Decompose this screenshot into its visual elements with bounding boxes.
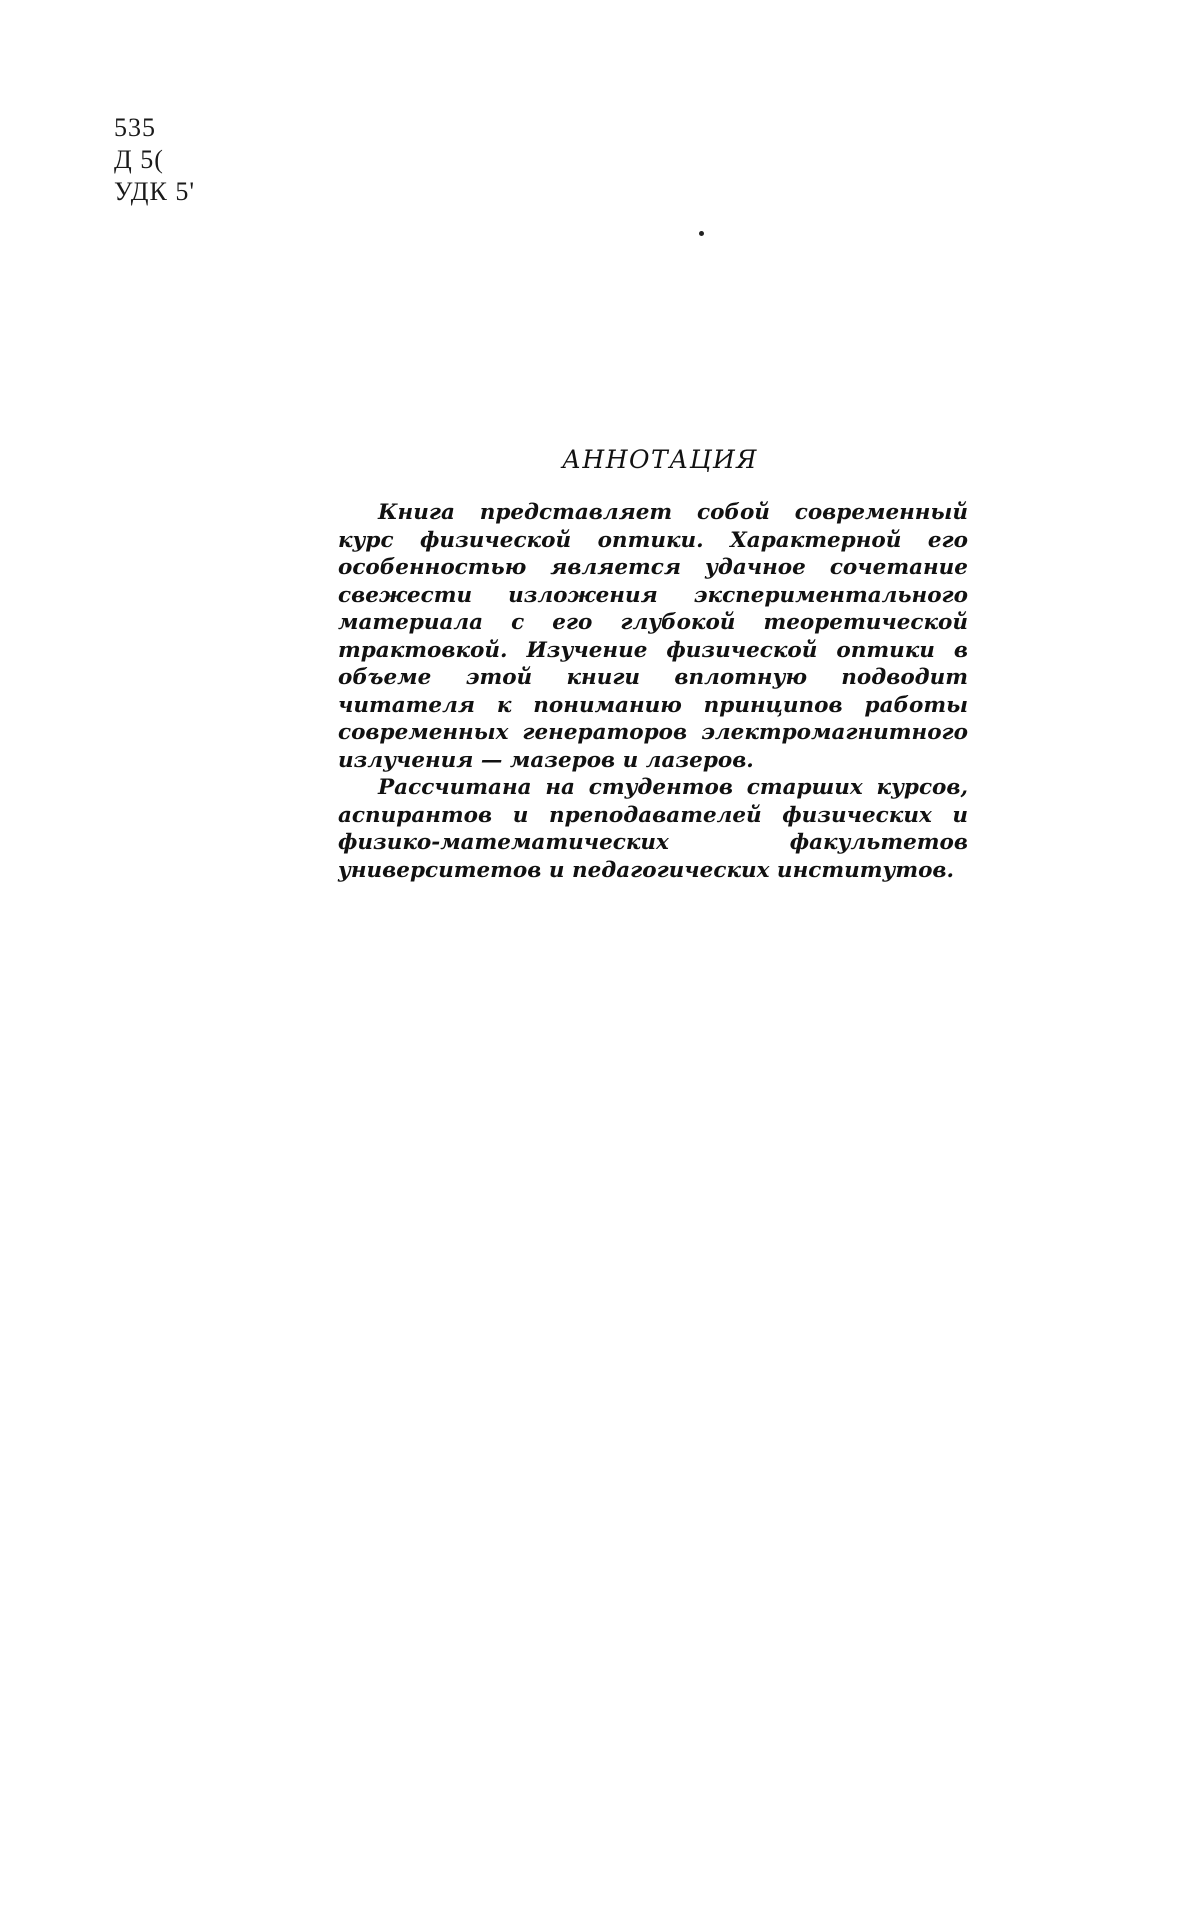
annotation-paragraph-2: Рассчитана на студентов старших курсов, аспирантов и преподавателей физических и физико-математических факультетов университетов и педагогических институтов. [338,775,968,883]
catalog-code-line-1: 535 [114,113,156,142]
annotation-body [338,499,968,884]
print-speck [699,231,704,236]
catalog-code-line-3: УДК 5' [114,177,196,206]
annotation-paragraph-1: Книга представляет собой современный курс физической оптики. Характерной его особенностью является удачное сочетание свежести изложения экспериментального материала с его глубокой теоретической трактовкой. Изучение физической оптики в объеме этой книги вплотную подводит читателя к пониманию принципов работы современных генераторов электромагнитного излучения — мазеров и лазеров. [338,500,968,773]
catalog-code-line-2: Д 5( [114,145,164,174]
annotation-title: АННОТАЦИЯ [562,445,758,474]
catalog-codes [114,112,195,208]
